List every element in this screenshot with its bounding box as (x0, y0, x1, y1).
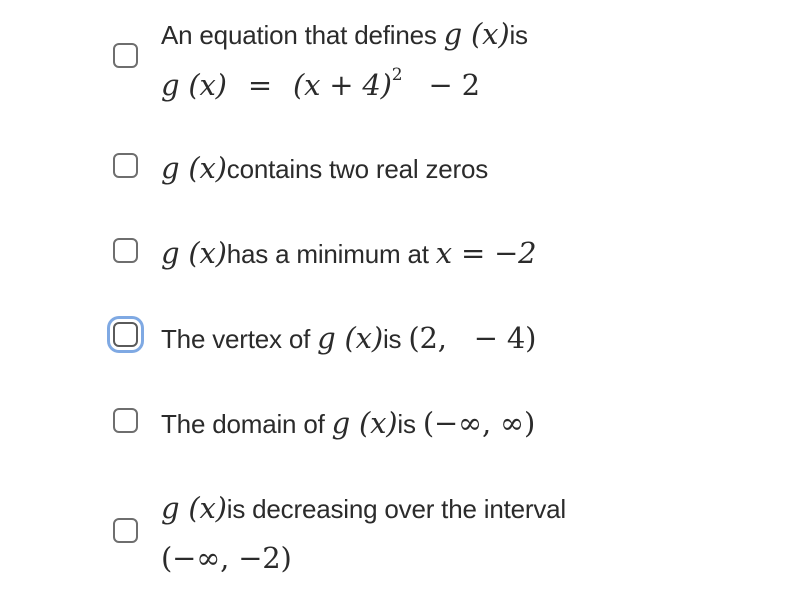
option-3-math-x-value: x = −2 (435, 236, 537, 270)
checkbox-option-5[interactable] (113, 408, 138, 433)
option-1-suffix: is (509, 20, 528, 50)
option-1-equals: = (247, 68, 272, 102)
option-1-line-1 (161, 16, 528, 53)
option-3-line (161, 235, 536, 272)
checkbox-option-4[interactable] (113, 322, 138, 347)
option-5-text: The domain of (161, 409, 325, 439)
option-6-text: is decreasing over the interval (226, 494, 566, 524)
option-1-line-2 (161, 67, 480, 104)
option-4-math-vertex: (2, − 4) (408, 321, 537, 355)
checkbox-option-6[interactable] (113, 518, 138, 543)
option-3-text: has a minimum at (226, 239, 429, 269)
option-6-line-2 (161, 540, 292, 577)
option-2-math-gx: g (x) (161, 151, 227, 185)
option-1-text: An equation that defines (161, 20, 437, 50)
option-1-equation-tail: − 2 (428, 68, 480, 102)
option-5-math-gx: g (x) (331, 406, 398, 440)
option-1-equation-base: (x + 4) (293, 68, 392, 102)
option-4-text: The vertex of (161, 324, 311, 354)
checkbox-option-2[interactable] (113, 153, 138, 178)
option-1-math-gx: g (x) (443, 17, 510, 51)
option-4-text-2: is (382, 324, 402, 354)
option-6-math-gx: g (x) (161, 491, 227, 525)
checkbox-option-3[interactable] (113, 238, 138, 263)
option-1-equation-lhs: g (x) (161, 68, 227, 102)
option-6-line-1 (161, 490, 566, 527)
option-3-math-gx: g (x) (161, 236, 227, 270)
option-2-text: contains two real zeros (226, 154, 489, 184)
option-2-line (161, 150, 488, 187)
option-4-line (161, 320, 536, 357)
option-6-math-interval: (−∞, −2) (161, 541, 292, 575)
option-5-line (161, 405, 535, 442)
option-1-exponent: 2 (391, 65, 403, 85)
checkbox-option-1[interactable] (113, 43, 138, 68)
option-5-text-2: is (397, 409, 416, 439)
option-4-math-gx: g (x) (317, 321, 383, 355)
option-5-math-domain: (−∞, ∞) (422, 406, 536, 440)
